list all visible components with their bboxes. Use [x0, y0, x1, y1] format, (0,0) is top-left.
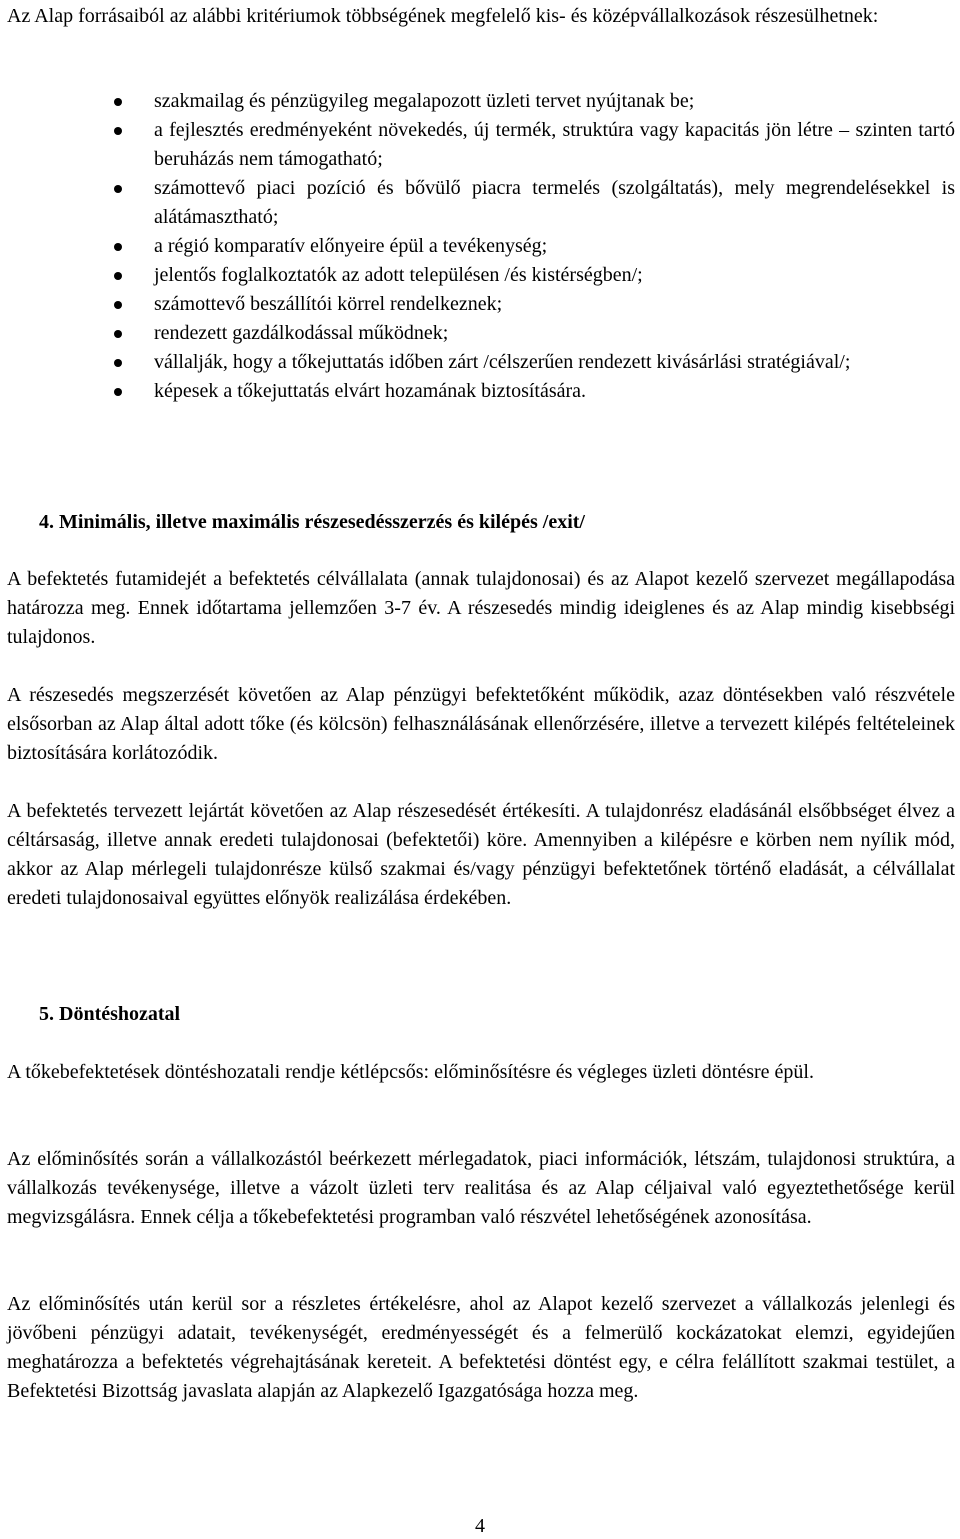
section-4-paragraph-2: A részesedés megszerzését követően az Alap pénzügyi befektetőként működik, azaz döntésekben való részvétele elsősorban az Alap által adott tőke (és kölcsön) felhasználásának ellenőrzésére, illetve a tervezett kilépés feltételeinek biztosítására korlátozódik.: [7, 684, 955, 764]
section-4-paragraph-3: A befektetés tervezett lejártát követően az Alap részesedését értékesíti. A tulajdonrész eladásánál elsőbbséget élvez a céltársaság, illetve annak eredeti tulajdonosai (befektetői) köre. Amennyiben a kilépésre e körben nem nyílik mód, akkor az Alap mérlegeli tulajdonrésze külső szakmai és/vagy pénzügyi befektetőnek történő eladását, a célvállalat eredeti tulajdonosaival együttes előnyök realizálása érdekében.: [7, 800, 955, 909]
list-item: számottevő beszállítói körrel rendelkeznek;: [0, 290, 955, 319]
bullet-icon: [114, 330, 122, 338]
section-4-heading: 4. Minimális, illetve maximális részesedésszerzés és kilépés /exit/: [39, 511, 585, 533]
bullet-icon: [114, 272, 122, 280]
list-item: szakmailag és pénzügyileg megalapozott üzleti tervet nyújtanak be;: [0, 87, 955, 116]
bullet-icon: [114, 388, 122, 396]
criteria-list: [0, 87, 955, 406]
bullet-icon: [114, 359, 122, 367]
intro-paragraph: Az Alap forrásaiból az alábbi kritériumok többségének megfelelő kis- és középvállalkozások részesülhetnek:: [7, 5, 879, 27]
list-item: a régió komparatív előnyeire épül a tevékenység;: [0, 232, 955, 261]
section-5-paragraph-3: Az előminősítés után kerül sor a részletes értékelésre, ahol az Alapot kezelő szervezet a vállalkozás jelenlegi és jövőbeni pénzügyi adatait, tevékenységét, eredményességét és a felmerülő kockázatokat elemzi, egyidejűen meghatározza a befektetés végrehajtásának kereteit. A befektetési döntést egy, e célra felállított szakmai testület, a Befektetési Bizottság javaslata alapján az Alapkezelő Igazgatósága hozza meg.: [7, 1293, 955, 1402]
list-item: vállalják, hogy a tőkejuttatás időben zárt /célszerűen rendezett kivásárlási stratégiával/;: [0, 348, 955, 377]
section-5-heading: 5. Döntéshozatal: [39, 1003, 181, 1025]
list-item: képesek a tőkejuttatás elvárt hozamának biztosítására.: [0, 377, 955, 406]
bullet-icon: [114, 127, 122, 135]
list-item: a fejlesztés eredményeként növekedés, új termék, struktúra vagy kapacitás jön létre – szinten tartó beruházás nem támogatható;: [0, 116, 955, 174]
bullet-icon: [114, 185, 122, 193]
bullet-icon: [114, 98, 122, 106]
bullet-icon: [114, 301, 122, 309]
section-5-paragraph-1: A tőkebefektetések döntéshozatali rendje kétlépcsős: előminősítésre és végleges üzleti döntésre épül.: [7, 1061, 814, 1083]
page-number: 4: [475, 1515, 485, 1537]
section-4-paragraph-1: A befektetés futamidejét a befektetés célvállalata (annak tulajdonosai) és az Alapot kezelő szervezet megállapodása határozza meg. Ennek időtartama jellemzően 3-7 év. A részesedés mindig ideiglenes és az Alap mindig kisebbségi tulajdonos.: [7, 568, 955, 648]
section-5-paragraph-2: Az előminősítés során a vállalkozástól beérkezett mérlegadatok, piaci információk, létszám, tulajdonosi struktúra, a vállalkozás tevékenysége, illetve a vázolt üzleti terv realitása és az Alap céljaival való egyeztethetősége kerül megvizsgálásra. Ennek célja a tőkebefektetési programban való részvétel lehetőségének azonosítása.: [7, 1148, 955, 1228]
list-item: rendezett gazdálkodással működnek;: [0, 319, 955, 348]
list-item: jelentős foglalkoztatók az adott településen /és kistérségben/;: [0, 261, 955, 290]
bullet-icon: [114, 243, 122, 251]
list-item: számottevő piaci pozíció és bővülő piacra termelés (szolgáltatás), mely megrendelésekkel is alátámasztható;: [0, 174, 955, 232]
